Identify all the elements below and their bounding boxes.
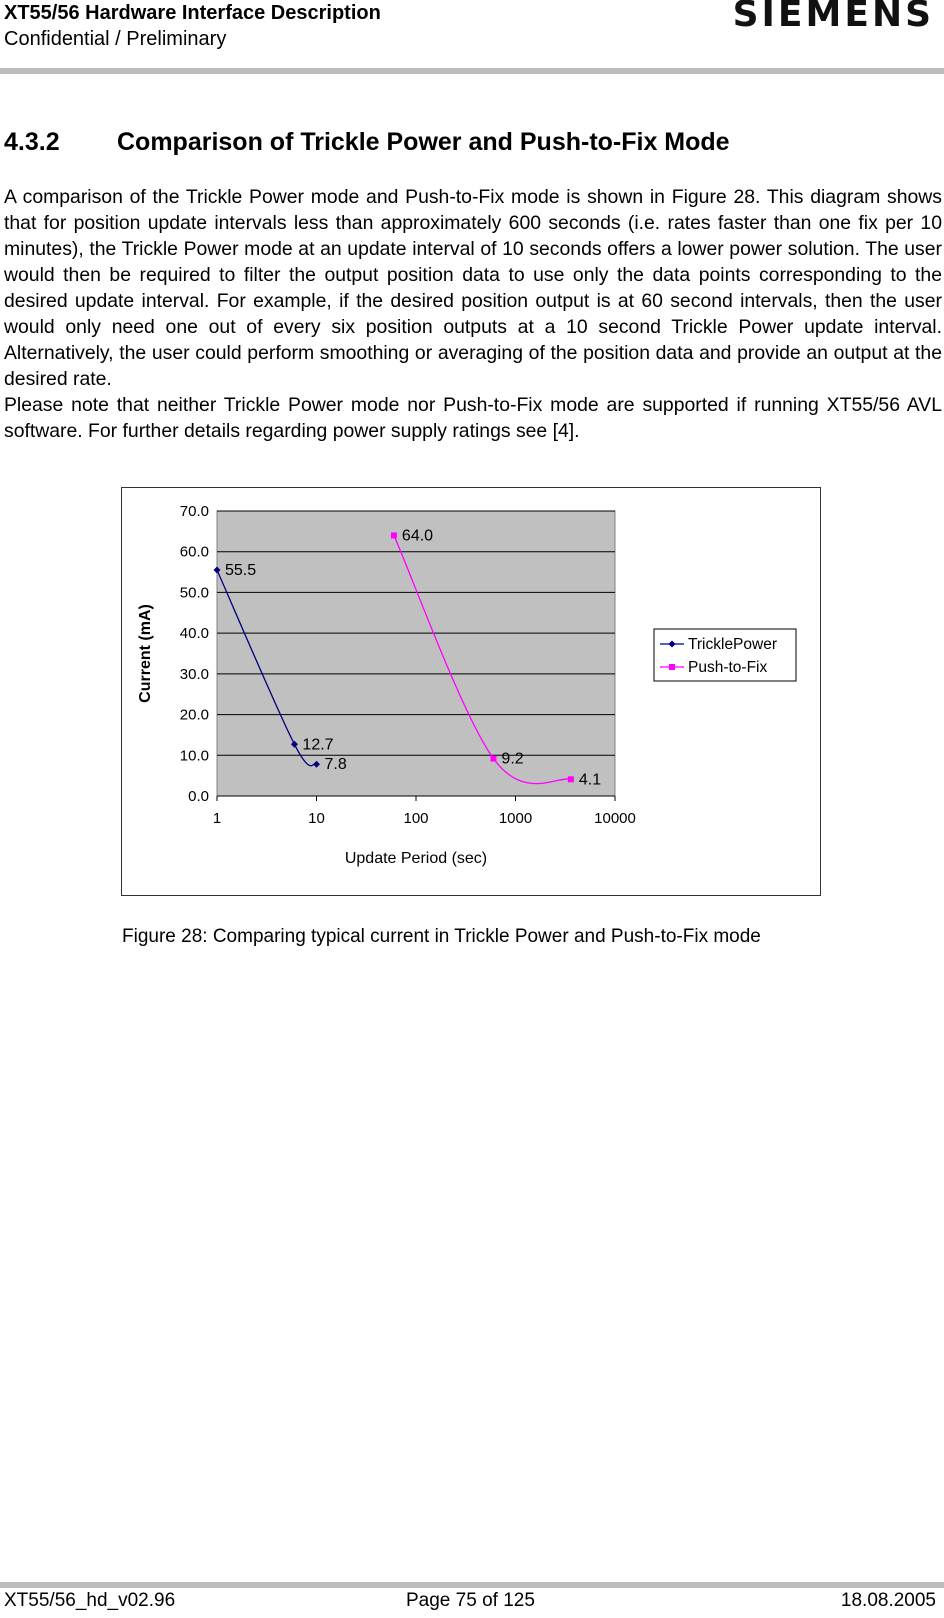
y-tick-label: 20.0 — [179, 706, 209, 724]
legend-marker — [669, 664, 675, 670]
legend-entry: TricklePower — [688, 636, 777, 653]
y-axis-label: Current (mA) — [137, 604, 154, 703]
data-point — [490, 756, 496, 762]
section-heading — [4, 128, 730, 157]
section-number: 4.3.2 — [4, 128, 60, 156]
header-title: XT55/56 Hardware Interface Description — [4, 2, 381, 24]
paragraph: A comparison of the Trickle Power mode and Push-to-Fix mode is shown in Figure 28. This diagram shows that for position update intervals less than approximately 600 seconds (i.e. rates faster than one fix per 10 minutes), the Trickle Power mode at an update interval of 10 seconds offers a lower power solution. The user would then be required to filter the output position data to use only the data points corresponding to the desired update interval. For example, if the desired position output is at 60 second intervals, then the user would only need one out of every six position outputs at a 10 second Trickle Power update interval. Alternatively, the user could perform smoothing or averaging of the position data and provide an output at the desired rate. — [4, 186, 942, 390]
current-chart — [122, 488, 820, 895]
paragraph: Please note that neither Trickle Power mode nor Push-to-Fix mode are supported if running XT55/56 AVL software. For further details regarding power supply ratings see [4]. — [4, 394, 942, 442]
x-tick-label: 1 — [212, 810, 222, 827]
chart-frame — [121, 487, 821, 896]
x-axis-label: Update Period (sec) — [344, 850, 488, 867]
y-tick-label: 10.0 — [179, 747, 209, 765]
siemens-logo: SIEMENS — [732, 0, 934, 35]
header-rule — [0, 68, 944, 74]
footer-doc-id: XT55/56_hd_v02.96 — [4, 1590, 176, 1611]
data-label: 7.8 — [324, 756, 347, 774]
data-label: 64.0 — [401, 527, 434, 545]
data-label: 12.7 — [302, 736, 334, 754]
plot-area — [217, 511, 615, 796]
x-tick-label: 1000 — [498, 810, 533, 827]
x-tick-label: 10000 — [594, 810, 636, 827]
y-tick-label: 0.0 — [188, 788, 209, 805]
section-title: Comparison of Trickle Power and Push-to-Fix Mode — [117, 128, 730, 156]
y-tick-label: 70.0 — [179, 503, 209, 520]
x-tick-label: 10 — [308, 810, 325, 827]
data-point — [568, 776, 574, 782]
legend-entry: Push-to-Fix — [688, 659, 768, 676]
footer-rule — [0, 1582, 944, 1588]
body-text — [4, 184, 942, 444]
y-tick-label: 60.0 — [179, 543, 209, 561]
y-tick-label: 50.0 — [179, 584, 209, 602]
footer-date: 18.08.2005 — [840, 1590, 936, 1611]
data-label: 9.2 — [501, 750, 524, 768]
data-point — [391, 532, 397, 538]
footer-page-number: Page 75 of 125 — [406, 1590, 535, 1611]
y-tick-label: 40.0 — [179, 625, 209, 643]
data-label: 4.1 — [578, 771, 602, 789]
y-tick-label: 30.0 — [179, 665, 209, 683]
header-subtitle: Confidential / Preliminary — [4, 28, 227, 50]
data-label: 55.5 — [225, 562, 257, 580]
x-tick-label: 100 — [403, 810, 429, 827]
figure-caption: Figure 28: Comparing typical current in Trickle Power and Push-to-Fix mode — [122, 926, 761, 947]
